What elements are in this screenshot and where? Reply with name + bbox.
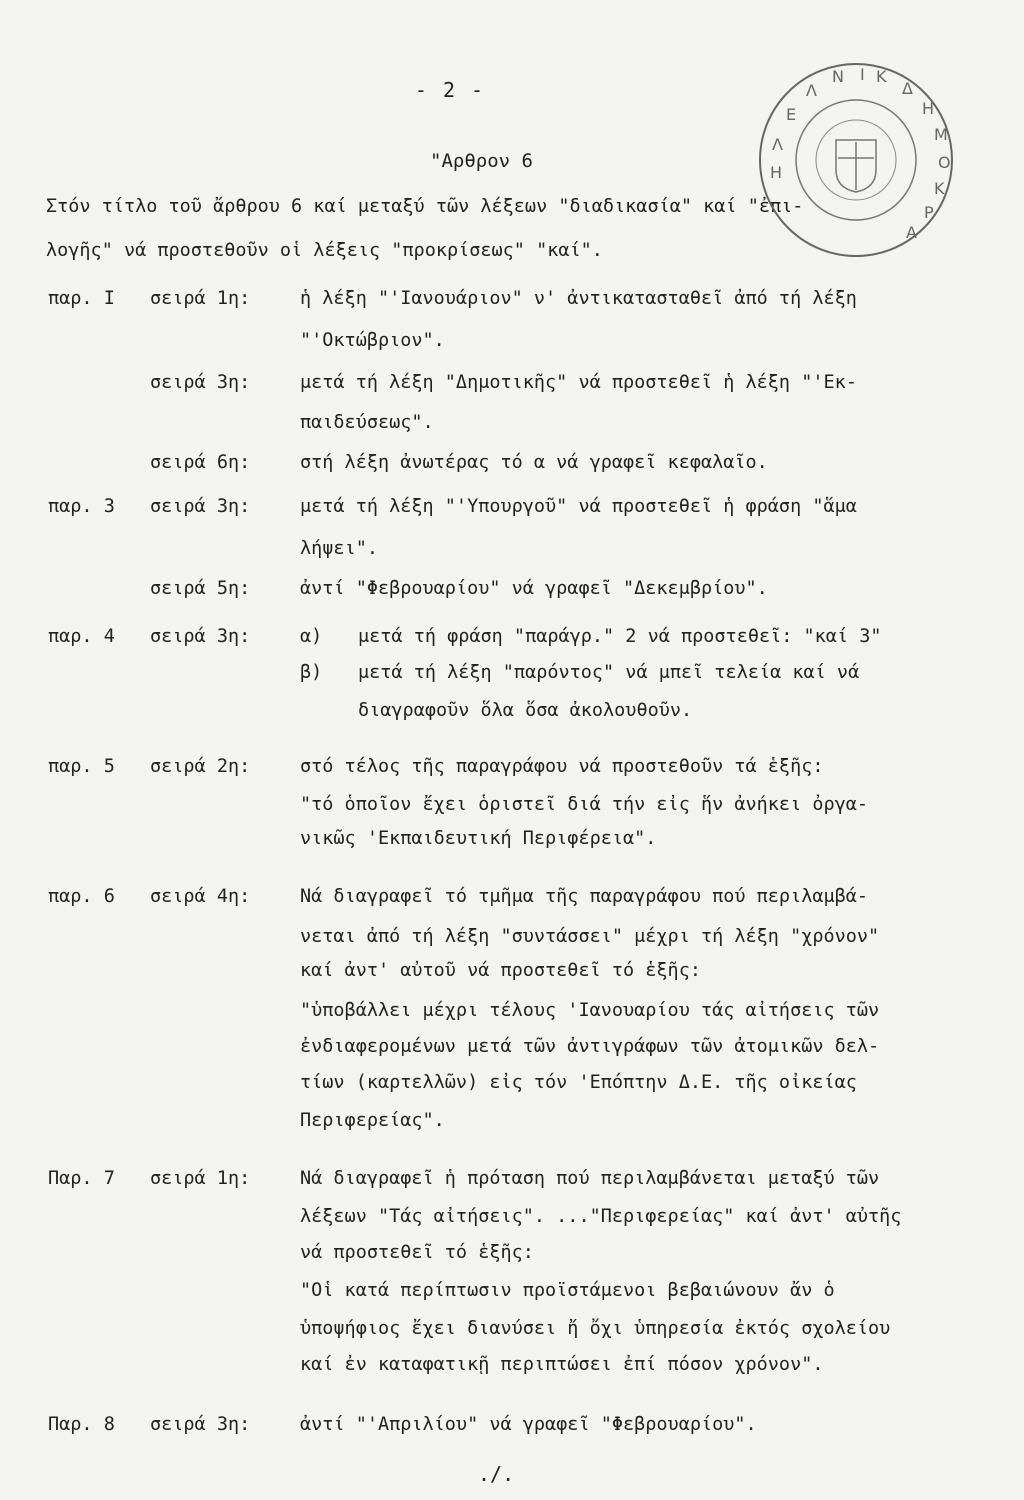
svg-text:Η: Η bbox=[922, 99, 935, 118]
svg-text:Α: Α bbox=[906, 223, 917, 242]
line-ref: σειρά 3η: bbox=[150, 626, 251, 647]
entry-text: καί ἀντ' αὐτοῦ νά προστεθεῖ τό ἑξῆς: bbox=[300, 960, 701, 981]
svg-text:Δ: Δ bbox=[902, 79, 913, 98]
paragraph-ref: παρ. 4 bbox=[48, 626, 115, 647]
entry-text: "Οἱ κατά περίπτωσιν προϊστάμενοι βεβαιώνουν ἄν ὁ bbox=[300, 1280, 835, 1301]
svg-text:Μ: Μ bbox=[934, 125, 948, 144]
item-mark: β) bbox=[300, 662, 323, 683]
entry-text: ὑποψήφιος ἔχει διανύσει ἤ ὄχι ὑπηρεσία ἐκτός σχολείου bbox=[300, 1318, 891, 1339]
entry-text: ἐνδιαφερομένων μετά τῶν ἀντιγράφων τῶν ἀτομικῶν δελ- bbox=[300, 1036, 880, 1057]
svg-text:Ο: Ο bbox=[938, 153, 951, 172]
entry-text: νά προστεθεῖ τό ἑξῆς: bbox=[300, 1242, 534, 1263]
line-ref: σειρά 1η: bbox=[150, 288, 251, 309]
line-ref: σειρά 3η: bbox=[150, 1414, 251, 1435]
entry-text: "ὑποβάλλει μέχρι τέλους 'Ιανουαρίου τάς αἰτήσεις τῶν bbox=[300, 1000, 880, 1021]
article-heading: "Αρθρον 6 bbox=[430, 150, 533, 172]
svg-text:Λ: Λ bbox=[772, 135, 783, 154]
entry-text: λήψει". bbox=[300, 538, 378, 559]
paragraph-ref: παρ. 3 bbox=[48, 496, 115, 517]
svg-text:Κ: Κ bbox=[876, 67, 887, 86]
entry-text: Νά διαγραφεῖ ἡ πρόταση πού περιλαμβάνεται μεταξύ τῶν bbox=[300, 1168, 880, 1189]
paragraph-ref: παρ. I bbox=[48, 288, 115, 309]
svg-text:Ρ: Ρ bbox=[924, 203, 934, 222]
paragraph-ref: παρ. 5 bbox=[48, 756, 115, 777]
line-ref: σειρά 4η: bbox=[150, 886, 251, 907]
entry-text: μετά τή λέξη "Δημοτικῆς" νά προστεθεῖ ἡ λέξη "'Εκ- bbox=[300, 372, 857, 393]
svg-text:Η: Η bbox=[770, 163, 783, 182]
entry-text: "τό ὁποῖον ἔχει ὁριστεῖ διά τήν εἰς ἥν ἀνήκει ὀργα- bbox=[300, 794, 869, 815]
svg-text:Λ: Λ bbox=[806, 81, 817, 100]
entry-text: ἀντί "'Απριλίου" νά γραφεῖ "Φεβρουαρίου". bbox=[300, 1414, 757, 1435]
entry-text: ἀντί "Φεβρουαρίου" νά γραφεῖ "Δεκεμβρίου". bbox=[300, 578, 768, 599]
entry-text: καί ἐν καταφατικῇ περιπτώσει ἐπί πόσον χρόνον". bbox=[300, 1354, 824, 1375]
entry-text: ἡ λέξη "'Ιανουάριον" ν' ἀντικατασταθεῖ ἀπό τή λέξη bbox=[300, 288, 857, 309]
svg-text:Ε: Ε bbox=[786, 105, 797, 124]
entry-text: στή λέξη ἀνωτέρας τό α νά γραφεῖ κεφαλαῖο. bbox=[300, 452, 768, 473]
intro-line-2: λογῆς" νά προστεθοῦν οἱ λέξεις "προκρίσεως" "καί". bbox=[46, 240, 603, 261]
entry-text: διαγραφοῦν ὅλα ὅσα ἀκολουθοῦν. bbox=[358, 700, 693, 721]
entry-text: λέξεων "Τάς αἰτήσεις". ..."Περιφερείας" καί ἀντ' αὐτῆς bbox=[300, 1206, 902, 1227]
svg-text:Ν: Ν bbox=[832, 67, 844, 86]
line-ref: σειρά 5η: bbox=[150, 578, 251, 599]
paragraph-ref: Παρ. 7 bbox=[48, 1168, 115, 1189]
entry-text: μετά τή λέξη "'Υπουργοῦ" νά προστεθεῖ ἡ φράση "ἅμα bbox=[300, 496, 857, 517]
end-mark: ./. bbox=[478, 1462, 515, 1486]
entry-text: στό τέλος τῆς παραγράφου νά προστεθοῦν τά ἑξῆς: bbox=[300, 756, 824, 777]
entry-text: παιδεύσεως". bbox=[300, 412, 434, 433]
line-ref: σειρά 3η: bbox=[150, 372, 251, 393]
official-seal bbox=[756, 60, 956, 260]
line-ref: σειρά 3η: bbox=[150, 496, 251, 517]
line-ref: σειρά 1η: bbox=[150, 1168, 251, 1189]
entry-text: νεται ἀπό τή λέξη "συντάσσει" μέχρι τή λέξη "χρόνον" bbox=[300, 926, 880, 947]
entry-text: "'Οκτώβριον". bbox=[300, 330, 445, 351]
page-number: - 2 - bbox=[414, 78, 486, 102]
paragraph-ref: παρ. 6 bbox=[48, 886, 115, 907]
intro-line-1: Στόν τίτλο τοῦ ἄρθρου 6 καί μεταξύ τῶν λέξεων "διαδικασία" καί "ἐπι- bbox=[46, 196, 804, 217]
entry-text: Νά διαγραφεῖ τό τμῆμα τῆς παραγράφου πού περιλαμβά- bbox=[300, 886, 869, 907]
line-ref: σειρά 6η: bbox=[150, 452, 251, 473]
entry-text: μετά τή λέξη "παρόντος" νά μπεῖ τελεία καί νά bbox=[358, 662, 860, 683]
line-ref: σειρά 2η: bbox=[150, 756, 251, 777]
entry-text: τίων (καρτελλῶν) εἰς τόν 'Επόπτην Δ.Ε. τῆς οἰκείας bbox=[300, 1072, 857, 1093]
svg-text:Κ: Κ bbox=[934, 179, 945, 198]
entry-text: μετά τή φράση "παράγρ." 2 νά προστεθεῖ: "καί 3" bbox=[358, 626, 882, 647]
entry-text: νικῶς 'Εκπαιδευτική Περιφέρεια". bbox=[300, 828, 657, 849]
svg-text:Ι: Ι bbox=[860, 65, 865, 84]
item-mark: α) bbox=[300, 626, 323, 647]
paragraph-ref: Παρ. 8 bbox=[48, 1414, 115, 1435]
entry-text: Περιφερείας". bbox=[300, 1110, 445, 1131]
